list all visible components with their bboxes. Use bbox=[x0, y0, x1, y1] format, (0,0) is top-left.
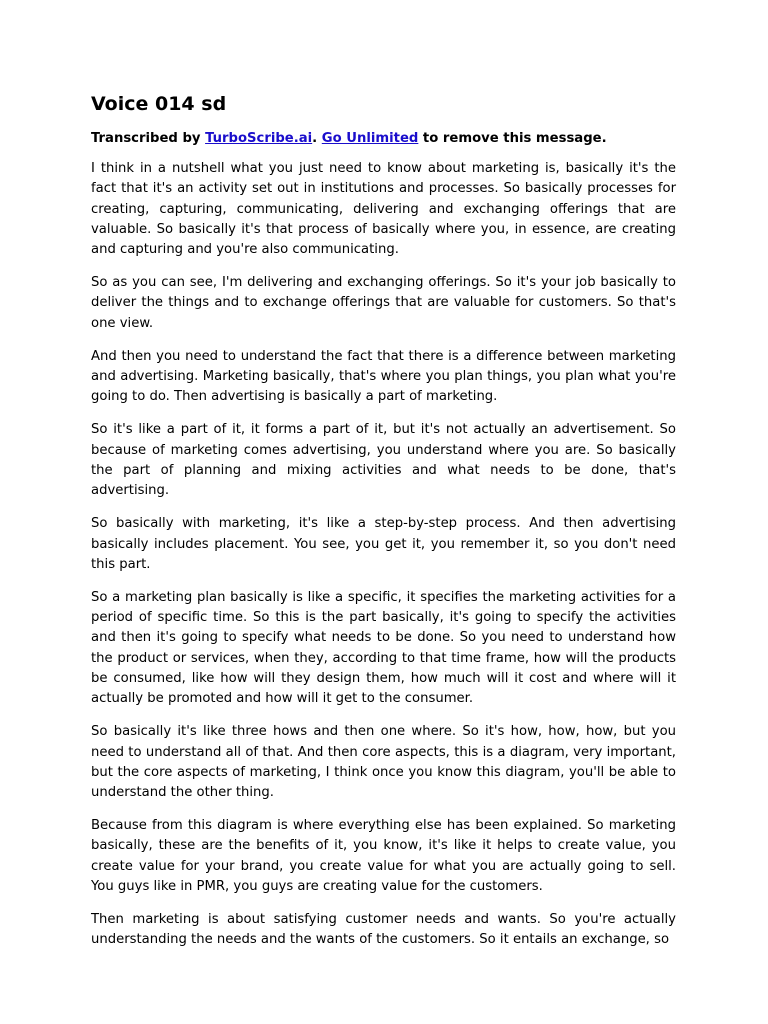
transcript-paragraph: So basically it's like three hows and then one where. So it's how, how, how, but you need to understand all of that. And then core aspects, this is a diagram, very important, but the core aspects of marketing, I think once you know this diagram, you'll be able to understand the other thing. bbox=[91, 724, 676, 801]
credit-prefix: Transcribed by bbox=[91, 131, 206, 146]
go-unlimited-link[interactable]: Go Unlimited bbox=[321, 131, 419, 146]
transcription-credit bbox=[91, 129, 676, 149]
transcript-paragraph: So basically with marketing, it's like a step-by-step process. And then advertising basically includes placement. You see, you get it, you remember it, so you don't need this part. bbox=[91, 516, 676, 572]
document-title: Voice 014 sd bbox=[91, 93, 227, 115]
transcript-paragraph: Because from this diagram is where everything else has been explained. So marketing basically, these are the benefits of it, you know, it's like it helps to create value, you create value for your brand, you create value for what you are actually going to sell. You guys like in PMR, you guys are creating value for the customers. bbox=[91, 818, 676, 895]
transcript-paragraph: I think in a nutshell what you just need to know about marketing is, basically it's the fact that it's an activity set out in institutions and processes. So basically processes for creating, capturing, communicating, delivering and exchanging offerings that are valuable. So basically it's that process of basically where you, in essence, are creating and capturing and you're also communicating. bbox=[91, 161, 676, 258]
transcript-paragraph: So it's like a part of it, it forms a part of it, but it's not actually an advertisement. So because of marketing comes advertising, you understand where you are. So basically the part of planning and mixing activities and what needs to be done, that's advertising. bbox=[91, 422, 676, 499]
transcript-paragraph: Then marketing is about satisfying customer needs and wants. So you're actually understanding the needs and the wants of the customers. So it entails an exchange, so bbox=[91, 912, 676, 948]
document-page bbox=[91, 92, 676, 963]
transcript-paragraph: So as you can see, I'm delivering and exchanging offerings. So it's your job basically to deliver the things and to exchange offerings that are valuable for customers. So that's one view. bbox=[91, 275, 676, 331]
turboscribe-link[interactable]: TurboScribe.ai bbox=[205, 131, 313, 146]
transcript-paragraph: So a marketing plan basically is like a specific, it specifies the marketing activities for a period of specific time. So this is the part basically, it's going to specify the activities and then it's going to specify what needs to be done. So you need to understand how the product or services, when they, according to that time frame, how will the products be consumed, like how will they design them, how much will it cost and where will it actually be promoted and how will it get to the consumer. bbox=[91, 589, 676, 707]
credit-suffix: to remove this message. bbox=[418, 131, 607, 146]
transcript-paragraph: And then you need to understand the fact that there is a difference between marketing and advertising. Marketing basically, that's where you plan things, you plan what you're going to do. Then advertising is basically a part of marketing. bbox=[91, 348, 676, 405]
credit-middle: . bbox=[312, 131, 322, 146]
